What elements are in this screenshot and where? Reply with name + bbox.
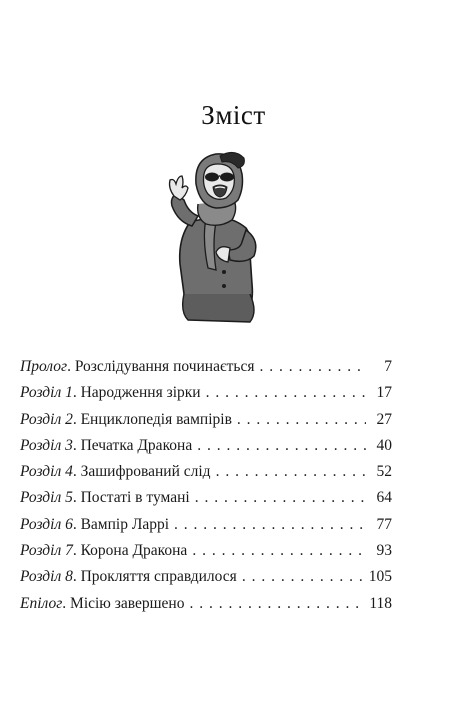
toc-entry-label: Розділ 1 (20, 384, 73, 402)
toc-entry-chapter-1[interactable] (20, 380, 392, 406)
toc-entry-label: Розділ 7 (20, 542, 73, 560)
toc-entry-chapter-8[interactable] (20, 564, 392, 590)
toc-entry-epilogue[interactable] (20, 591, 392, 617)
toc-entry-chapter-6[interactable] (20, 512, 392, 538)
toc-entry-heading: Пролог. Розслідування починається (20, 358, 255, 375)
dot-leader (237, 407, 366, 433)
toc-entry-label: Пролог (20, 358, 68, 375)
left-arm (172, 194, 199, 226)
toc-entry-label: Розділ 6 (20, 515, 73, 533)
toc-entry-title: Зашифрований слід (80, 463, 211, 481)
toc-entry-page: 40 (376, 436, 392, 454)
dot-leader (216, 459, 366, 485)
toc-entry-page: 77 (376, 515, 392, 533)
toc-entry-page: 105 (368, 568, 392, 586)
toc-entry-title: Народження зірки (80, 384, 201, 402)
toc-entry-label: Розділ 5 (20, 489, 73, 507)
woman-drawing (150, 144, 280, 324)
toc-entry-chapter-3[interactable] (20, 433, 392, 459)
toc-entry-title: Корона Дракона (80, 542, 188, 560)
toc-entry-page: 17 (376, 384, 392, 402)
toc-entry-chapter-4[interactable] (20, 459, 392, 485)
toc-entry-title: Місію завершено (70, 594, 185, 612)
toc-entry-heading: Розділ 4. Зашифрований слід (20, 463, 211, 481)
sunglasses-left-lens (205, 173, 219, 182)
dot-leader (206, 380, 366, 406)
toc-entry-heading: Епілог. Місію завершено (20, 594, 185, 612)
toc-entry-heading: Розділ 8. Прокляття справдилося (20, 568, 237, 586)
toc-entry-page: 93 (376, 542, 392, 560)
toc-entry-heading: Розділ 5. Постаті в тумані (20, 489, 190, 507)
toc-entry-page: 52 (376, 463, 392, 481)
toc-entry-label: Епілог (20, 594, 63, 612)
toc-entry-label: Розділ 8 (20, 568, 73, 586)
toc-entry-title: Прокляття справдилося (80, 568, 237, 586)
toc-entry-page: 64 (376, 489, 392, 507)
dot-leader (259, 354, 366, 380)
page-title: Зміст (201, 100, 266, 130)
toc-entry-heading: Розділ 2. Енциклопедія вампірів (20, 410, 232, 428)
toc-entry-chapter-2[interactable] (20, 407, 392, 433)
dot-leader (192, 538, 366, 564)
toc-entry-chapter-5[interactable] (20, 485, 392, 511)
coat-button (222, 270, 226, 274)
toc-entry-heading: Розділ 3. Печатка Дракона (20, 436, 193, 454)
toc-entry-title: Розслідування починається (74, 358, 255, 375)
coat-button (222, 284, 226, 288)
dot-leader (174, 512, 366, 538)
toc-entry-label: Розділ 2 (20, 410, 73, 428)
table-of-contents (20, 354, 392, 617)
dot-leader (195, 485, 366, 511)
toc-entry-label: Розділ 3 (20, 436, 73, 454)
toc-entry-label: Розділ 4 (20, 463, 73, 481)
toc-entry-chapter-7[interactable] (20, 538, 392, 564)
dot-leader (197, 433, 366, 459)
toc-entry-page: 118 (369, 594, 392, 612)
toc-entry-title: Вампір Ларрі (80, 515, 170, 533)
left-hand (170, 176, 189, 200)
toc-entry-page: 7 (384, 358, 392, 375)
toc-entry-title: Печатка Дракона (80, 436, 193, 454)
toc-entry-heading: Розділ 6. Вампір Ларрі (20, 515, 170, 533)
frightened-woman-illustration (150, 144, 280, 324)
toc-entry-prologue[interactable] (20, 354, 392, 380)
dot-leader (189, 591, 365, 617)
dot-leader (242, 564, 365, 590)
toc-entry-heading: Розділ 7. Корона Дракона (20, 542, 188, 560)
toc-entry-title: Енциклопедія вампірів (80, 410, 232, 428)
toc-entry-page: 27 (376, 410, 392, 428)
sunglasses-right-lens (220, 173, 234, 182)
toc-entry-title: Постаті в тумані (80, 489, 190, 507)
toc-entry-heading: Розділ 1. Народження зірки (20, 384, 201, 402)
coat-hem (183, 294, 254, 322)
